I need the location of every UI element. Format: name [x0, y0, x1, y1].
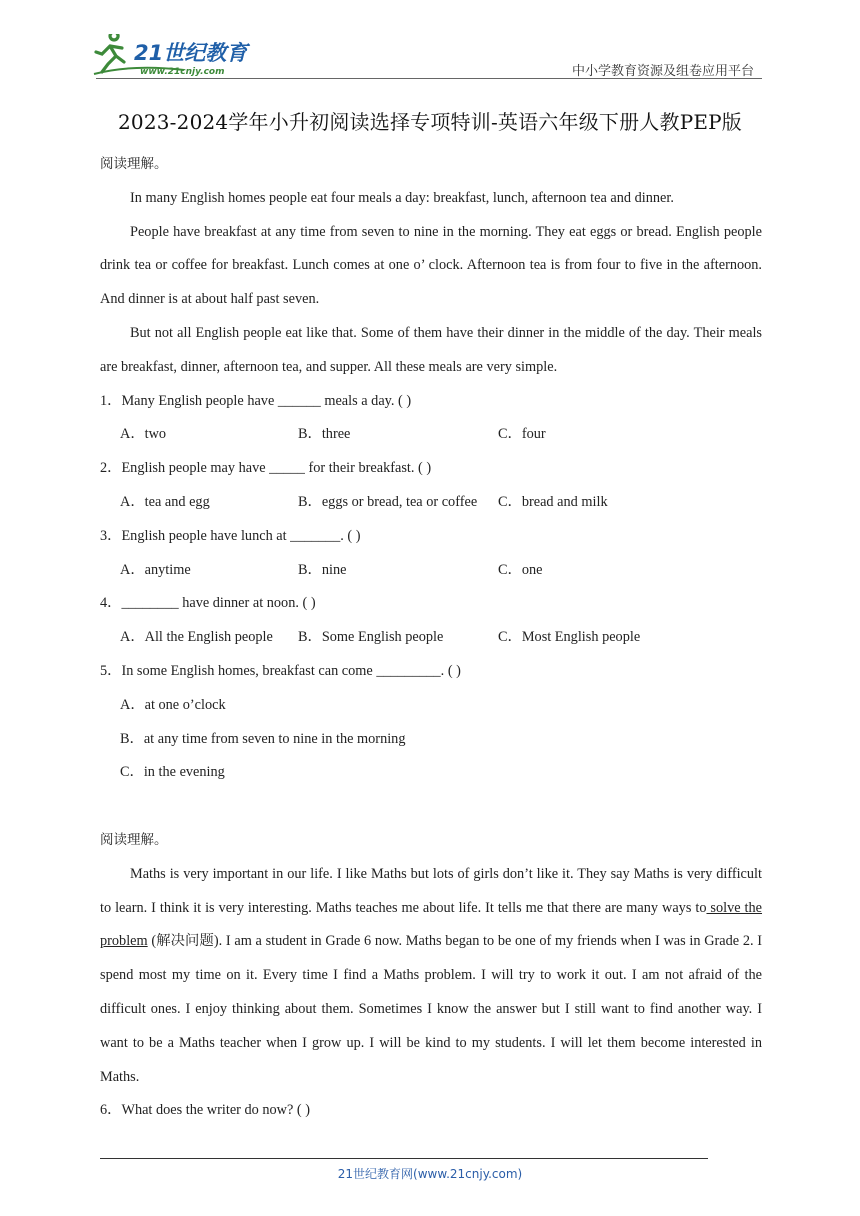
section2-paragraph [100, 858, 762, 1095]
header-divider [96, 78, 762, 79]
option-b: B．at any time from seven to nine in the morning [120, 730, 406, 747]
option-a: A．at one o’clock [120, 696, 226, 713]
option-a: A．tea and egg [120, 493, 210, 510]
footer-divider [100, 1158, 708, 1159]
question-2-options [100, 486, 762, 520]
question-5-option-b-row [100, 723, 762, 757]
underlined-phrase: solve the problem [100, 899, 763, 950]
option-b: B．three [298, 426, 351, 443]
site-name: 中小学教育资源及组卷应用平台 [571, 64, 754, 79]
question-3-options [100, 554, 762, 588]
question-4: 4．________ have dinner at noon. ( ) [100, 595, 316, 612]
option-b: B．eggs or bread, tea or coffee [298, 493, 478, 510]
section1-paragraph-2: People have breakfast at any time from seven to nine in the morning. They eat eggs or bread. English people drink tea or coffee for breakfast. Lunch comes at one o’ clock. Afternoon tea is from four to five in the afternoon. And dinner is at about half past seven. [100, 223, 762, 308]
question-6: 6．What does the writer do now? ( ) [100, 1102, 311, 1119]
option-b: B．Some English people [298, 629, 444, 646]
question-2: 2．English people may have _____ for their breakfast. ( ) [100, 460, 432, 477]
option-c: C．in the evening [120, 764, 225, 781]
section1-paragraph-3: But not all English people eat like that. Some of them have their dinner in the middle of the day. Their meals are breakfast, dinner, afternoon tea, and supper. All these meals are very simple. [100, 324, 762, 375]
section1-paragraph-1: In many English homes people eat four meals a day: breakfast, lunch, afternoon tea and dinner. [130, 189, 674, 206]
option-c: C．one [498, 561, 543, 578]
question-1: 1．Many English people have ______ meals a day. ( ) [100, 392, 412, 409]
section2-label: 阅读理解。 [100, 831, 168, 848]
option-a: A．two [120, 426, 167, 443]
logo-url: www.21cnjy.com [140, 67, 225, 77]
paragraph-text-part2: (解决问题). I am a student in Grade 6 now. Maths began to be one of my friends when I was in Grade 2. I spend most my time on it. Every time I find a Maths problem. I will try to work it out. I am not afraid of the difficult ones. I enjoy thinking about them. Sometimes I know the answer but I still want to find another way. I want to be a Maths teacher when I grow up. I will be kind to my students. I will let them become interested in Maths. [100, 933, 762, 1085]
footer-text: 21世纪教育网(www.21cnjy.com) [337, 1167, 523, 1181]
option-c: C．Most English people [498, 629, 641, 646]
option-b: B．nine [298, 561, 347, 578]
paragraph-text-part1: Maths is very important in our life. I like Maths but lots of girls don’t like it. They say Maths is very difficult to learn. I think it is very interesting. Maths teaches me about life. It tells me that there are many ways to [100, 865, 762, 916]
question-4-options [100, 621, 762, 655]
question-1-options [100, 418, 762, 452]
page-title: 2023-2024学年小升初阅读选择专项特训-英语六年级下册人教PEP版 [117, 110, 743, 134]
option-a: A．anytime [120, 561, 191, 578]
section-spacer [100, 790, 762, 824]
site-logo [92, 34, 262, 78]
question-5: 5．In some English homes, breakfast can come _________. ( ) [100, 662, 461, 679]
option-a: A．All the English people [120, 629, 273, 646]
question-5-option-a-row [100, 689, 762, 723]
option-c: C．four [498, 426, 546, 443]
question-5-option-c-row [100, 756, 762, 790]
question-3: 3．English people have lunch at _______. ( ) [100, 527, 361, 544]
runner-figure [96, 34, 124, 72]
option-c: C．bread and milk [498, 493, 608, 510]
document-body [100, 148, 762, 1128]
logo-text: 21世纪教育 [134, 41, 248, 65]
section1-label: 阅读理解。 [100, 156, 168, 172]
